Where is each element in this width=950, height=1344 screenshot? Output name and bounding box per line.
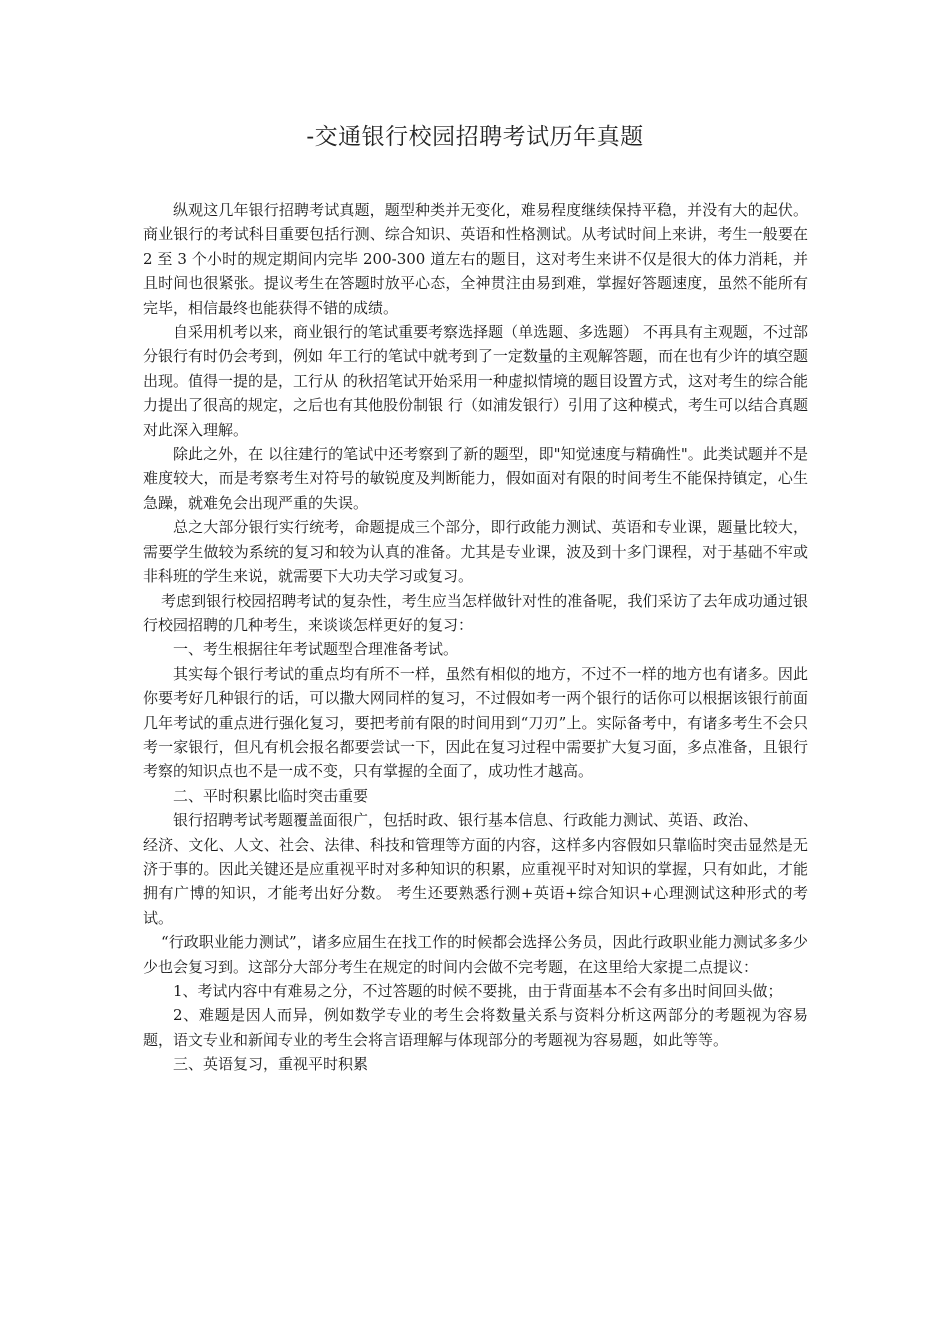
paragraph-coverage: 银行招聘考试考题覆盖面很广，包括时政、银行基本信息、行政能力测试、英语、政治、 — [173, 811, 759, 830]
paragraph-exam-focus: 其实每个银行考试的重点均有所不一样，虽然有相似的地方，不过不一样的地方也有诸多。因此你要考好几种银行的话，可以撒大网同样的复习，不过假如考一两个银行的话你可以根据该银行前面几年考试的重点进行强化复习，要把考前有限的时间用到“刀刃”上。实际备考中，有诸多考生不会只考一家银行，但凡有机会报名都要尝试一下，因此在复习过程中需要扩大复习面，多点准备，且银行考察的知识点也不是一成不变，只有掌握的全面了，成功性才越高。 — [143, 664, 808, 781]
paragraph-suggestion-1: 1、考试内容中有难易之分，不过答题的时候不要挑，由于背面基本不会有多出时间回头做； — [173, 982, 783, 1000]
paragraph-admin-ability-test: “行政职业能力测试”，诸多应届生在找工作的时候都会选择公务员，因此行政职业能力测试多多少少也会复习到。这部分大部分考生在规定的时间内会做不完考题，在这里给大家提二点提议： — [143, 933, 808, 976]
document-title: -交通银行校园招聘考试历年真题 — [306, 124, 644, 150]
paragraph-unified-exam: 总之大部分银行实行统考，命题提成三个部分，即行政能力测试、英语和专业课，题量比较大，需要学生做较为系统的复习和较为认真的准备。尤其是专业课，波及到十多门课程，对于基础不牢或非科班的学生来说，就需要下大功夫学习或复习。 — [143, 518, 808, 586]
section-heading-1: 一、考生根据往年考试题型合理准备考试。 — [173, 640, 459, 659]
paragraph-new-question-type: 除此之外，在 以往建行的笔试中还考察到了新的题型，即"知觉速度与精确性"。此类试题并不是难度较大，而是考察考生对符号的敏锐度及判断能力，假如面对有限的时间考生不能保持镇定，心生急躁，就难免会出现严重的失误。 — [143, 445, 808, 512]
paragraph-suggestion-2: 2、难题是因人而异，例如数学专业的考生会将数量关系与资料分析这两部分的考题视为容易题，语文专业和新闻专业的考生会将言语理解与体现部分的考题视为容易题，如此等等。 — [143, 1006, 808, 1049]
section-heading-2: 二、平时积累比临时突击重要 — [173, 786, 369, 805]
paragraph-coverage-continued: 经济、文化、人文、社会、法律、科技和管理等方面的内容，这样多内容假如只靠临时突击显然是无济于事的。因此关键还是应重视平时对多种知识的积累，应重视平时对知识的掌握，只有如此，才能拥有广博的知识，才能考出好分数。 考生还要熟悉行测+英语+综合知识+心理测试这种形式的考试。 — [143, 835, 808, 927]
section-heading-3: 三、英语复习，重视平时积累 — [173, 1055, 369, 1074]
document-body — [143, 198, 808, 1077]
paragraph-interview-intro: 考虑到银行校园招聘考试的复杂性，考生应当怎样做针对性的准备呢，我们采访了去年成功通过银行校园招聘的几种考生，来谈谈怎样更好的复习： — [143, 591, 808, 634]
paragraph-computer-exam: 自采用机考以来，商业银行的笔试重要考察选择题（单选题、多选题） 不再具有主观题，不过部分银行有时仍会考到，例如 年工行的笔试中就考到了一定数量的主观解答题，而在也有少许的填空题出现。值得一提的是，工行从 的秋招笔试开始采用一种虚拟情境的题目设置方式，这对考生的综合能力提出了很高的规定，之后也有其他股份制银 行（如浦发银行）引用了这种模式，考生可以结合真题对此深入理解。 — [143, 323, 808, 439]
paragraph-exam-overview: 纵观这几年银行招聘考试真题，题型种类并无变化，难易程度继续保持平稳，并没有大的起伏。商业银行的考试科目重要包括行测、综合知识、英语和性格测试。从考试时间上来讲，考生一般要在 2 至 3 个小时的规定期间内完毕 200-300 道左右的题目，这对考生来讲不仅是很大的体力消耗，并且时间也很紧张。提议考生在答题时放平心态，全神贯注由易到难，掌握好答题速度，虽然不能所有完毕，相信最终也能获得不错的成绩。 — [143, 201, 808, 317]
